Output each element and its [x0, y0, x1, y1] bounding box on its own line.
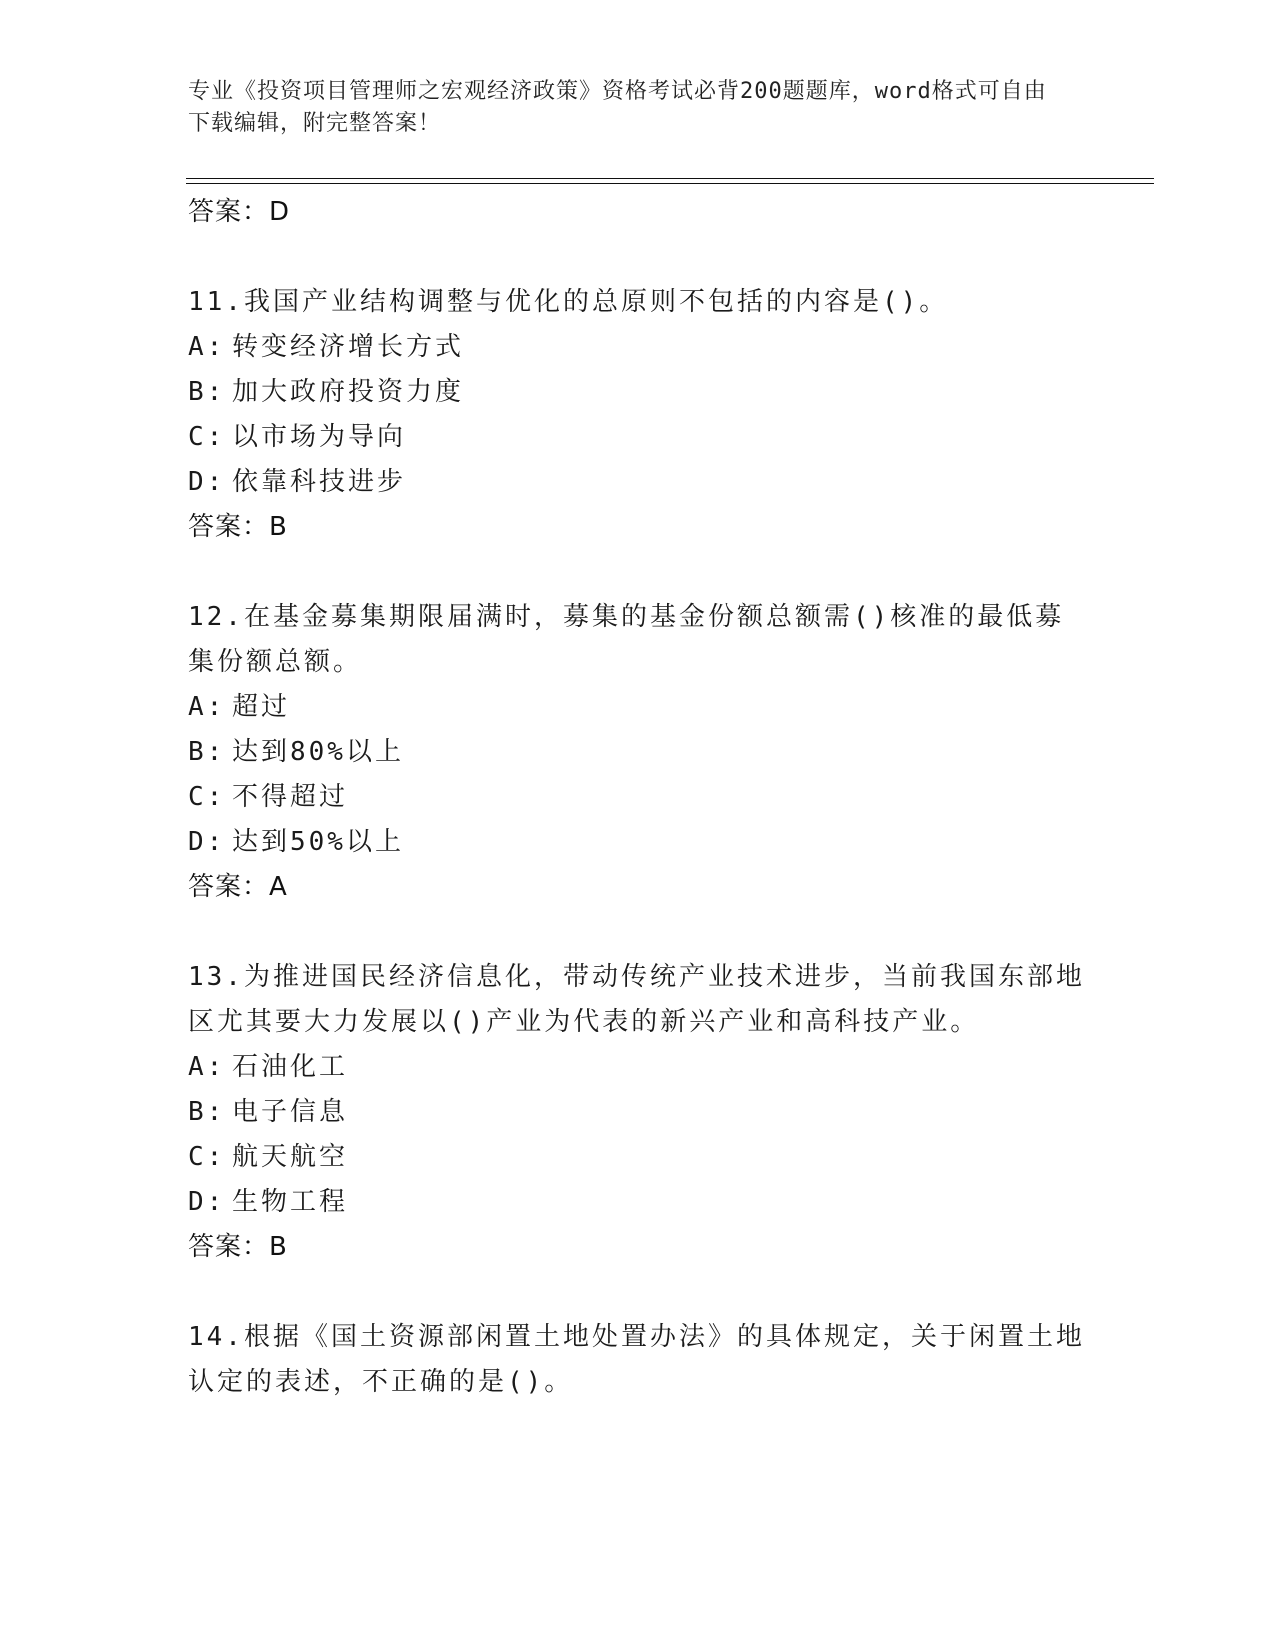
option-d: [188, 1180, 1088, 1225]
question-stem: 13.为推进国民经济信息化，带动传统产业技术进步，当前我国东部地区尤其要大力发展以()产业为代表的新兴产业和高科技产业。: [188, 962, 1085, 1037]
option-label: D:: [188, 827, 226, 857]
option-text: 达到80%以上: [232, 737, 404, 767]
question-item: [188, 955, 1088, 1269]
question-stem: 14.根据《国土资源部闲置土地处置办法》的具体规定，关于闲置土地认定的表述，不正确的是()。: [188, 1322, 1085, 1397]
option-a: [188, 1045, 1088, 1090]
option-label: C:: [188, 782, 226, 812]
document-header: 专业《投资项目管理师之宏观经济政策》资格考试必背200题题库，word格式可自由下载编辑，附完整答案！: [188, 79, 1047, 136]
option-label: A:: [188, 332, 226, 362]
option-a: [188, 685, 1088, 730]
option-text: 转变经济增长方式: [232, 332, 465, 362]
option-label: D:: [188, 1187, 226, 1217]
option-text: 生物工程: [232, 1187, 349, 1217]
option-label: A:: [188, 1052, 226, 1082]
option-label: B:: [188, 737, 226, 767]
answer-line: 答案：B: [188, 1232, 288, 1262]
option-label: B:: [188, 1097, 226, 1127]
question-item: [188, 595, 1088, 909]
option-c: [188, 415, 1088, 460]
header-divider: [186, 178, 1154, 184]
option-d: [188, 460, 1088, 505]
answer-line: 答案：A: [188, 872, 288, 902]
option-label: C:: [188, 1142, 226, 1172]
option-label: B:: [188, 377, 226, 407]
option-label: C:: [188, 422, 226, 452]
option-text: 加大政府投资力度: [232, 377, 465, 407]
option-text: 超过: [232, 692, 291, 722]
question-stem: 11.我国产业结构调整与优化的总原则不包括的内容是()。: [188, 287, 949, 317]
option-c: [188, 1135, 1088, 1180]
option-text: 航天航空: [232, 1142, 349, 1172]
question-item: [188, 1315, 1088, 1405]
option-c: [188, 775, 1088, 820]
answer-line: 答案：B: [188, 512, 288, 542]
option-text: 石油化工: [232, 1052, 349, 1082]
option-label: D:: [188, 467, 226, 497]
document-body: [188, 190, 1088, 1405]
answer-line: 答案：D: [188, 197, 291, 227]
option-text: 电子信息: [232, 1097, 349, 1127]
option-text: 依靠科技进步: [232, 467, 407, 497]
option-label: A:: [188, 692, 226, 722]
question-stem: 12.在基金募集期限届满时，募集的基金份额总额需()核准的最低募集份额总额。: [188, 602, 1065, 677]
option-text: 达到50%以上: [232, 827, 404, 857]
option-d: [188, 820, 1088, 865]
question-item: [188, 280, 1088, 549]
option-b: [188, 1090, 1088, 1135]
option-b: [188, 370, 1088, 415]
option-a: [188, 325, 1088, 370]
option-text: 不得超过: [232, 782, 349, 812]
option-text: 以市场为导向: [232, 422, 407, 452]
option-b: [188, 730, 1088, 775]
